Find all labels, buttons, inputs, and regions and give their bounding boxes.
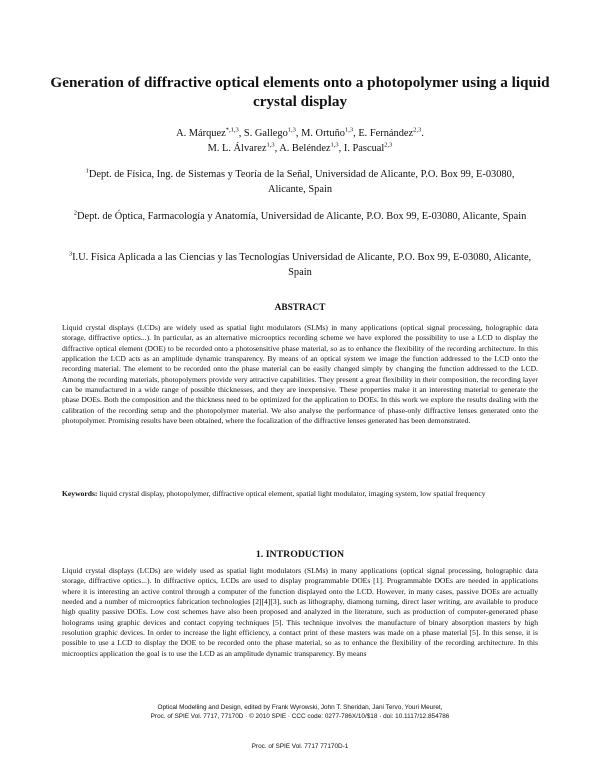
citation-line-1: Optical Modelling and Design, edited by Frank Wyrowski, John T. Sheridan, Jani Tervo, Youri Meuret,	[157, 704, 443, 711]
abstract-text: Liquid crystal displays (LCDs) are widely used as spatial light modulators (SLMs) in many applications (optical signal processing, holographic data storage, diffractive optics...). In particular, as an alternative microoptics recording scheme we have explored the possibility to use a LCD to display the diffractive optical element (DOE) to be recorded onto a photosensitive phase material, so as to enhance the flexibility of the recording architecture. In this application the LCD acts as an amplitude dynamic transparency. By means of an optical system we image the function addressed to the LCD onto the recording material. The element to be recorded onto the phase material can be easily changed simply by changing the function addressed to the LCD. Among the recording materials, photopolymers provide very attractive capabilities. They present a great flexibility in their composition, the recording layer can be manufactured in a wide range of possible thicknesses, and they are inexpensive. These properties make it an interesting material to generate the phase DOEs. Both the composition and the thickness need to be optimized for the application to DOEs. In this work we explore the results dealing with the calibration of the recording setup and the photopolymer material. We also analyse the performance of phase-only diffractive lenses generated onto the photopolymer. Promising results have been obtained, where the focalization of the diffractive lenses generated has been demonstrated.	[62, 323, 538, 426]
author-list	[50, 126, 550, 156]
author: M. L. Álvarez$^{1,3}$,	[207, 141, 280, 154]
keywords-text: liquid crystal display, photopolymer, diffractive optical element, spatial light modulator, imaging system, low spatial frequency	[99, 489, 486, 498]
author: E. Fernández$^{2,3}$.	[358, 126, 424, 139]
author-line-2	[50, 141, 550, 156]
author: S. Gallego$^{1,3}$,	[243, 126, 302, 139]
affiliation-1: $^1$Dept. de Física, Ing. de Sistemas y Teoría de la Señal, Universidad de Alicante, P.O. Box 99, E-03080, Alicante, Spain	[85, 167, 515, 195]
keywords	[62, 489, 538, 499]
author: A. Beléndez$^{1,3}$,	[279, 141, 344, 154]
affiliation-2: $^2$Dept. de Óptica, Farmacología y Anatomía, Universidad de Alicante, P.O. Box 99, E-03080, Alicante, Spain	[73, 209, 527, 222]
keywords-label: Keywords:	[62, 489, 98, 498]
author-line-1	[50, 126, 550, 141]
section-heading-introduction: 1. INTRODUCTION	[255, 549, 345, 560]
introduction-text: Liquid crystal displays (LCDs) are widely used as spatial light modulators (SLMs) in many applications (optical signal processing, holographic data storage, diffractive optics...). In diffractive optics, LCDs are used to display programmable DOEs [1]. Programmable DOEs are needed in applications where it is interesting an active control through a computer of the function displayed onto the LCD. However, in many cases, passive DOEs are actually needed and a number of microoptics fabrication technologies [2][4][3], such as lithography, diamong turning, direct laser writing, are available to produce high quality passive DOEs. Low cost schemes have also been proposed and analyzed in the literature, such as production of computer-generated phase holograms using graphic devices and contact copying techniques [5]. This technique involves the manufacture of binary absorption masters by high resolution graphic devices. In order to increase the light efficiency, a contact print of these masters was made on a phase material [5]. In this sense, it is possible to use a LCD to display the DOE to be recorded onto the phase material, so as to enhance the flexibility of the recording architecture. In this microoptics application the goal is to use the LCD as an amplitude dynamic transparency. By means	[62, 566, 538, 658]
citation-footer	[50, 703, 550, 721]
page-number: Proc. of SPIE Vol. 7717 77170D-1	[251, 743, 349, 750]
abstract-heading: ABSTRACT	[274, 303, 326, 313]
author: M. Ortuño$^{1,3}$,	[301, 126, 359, 139]
author: A. Márquez$^{*,1,3}$,	[176, 126, 244, 139]
author: I. Pascual$^{2,3}$	[343, 141, 393, 154]
paper-title: Generation of diffractive optical elements onto a photopolymer using a liquid crystal display	[50, 74, 550, 110]
affiliation-3: $^3$I.U. Física Aplicada a las Ciencias y las Tecnologías Universidad de Alicante, P.O. Box 99, E-03080, Alicante, Spain	[68, 250, 532, 278]
citation-line-2: Proc. of SPIE Vol. 7717, 77170D · © 2010 SPIE · CCC code: 0277-786X/10/$18 · doi: 10.1117/12.854786	[150, 713, 450, 720]
